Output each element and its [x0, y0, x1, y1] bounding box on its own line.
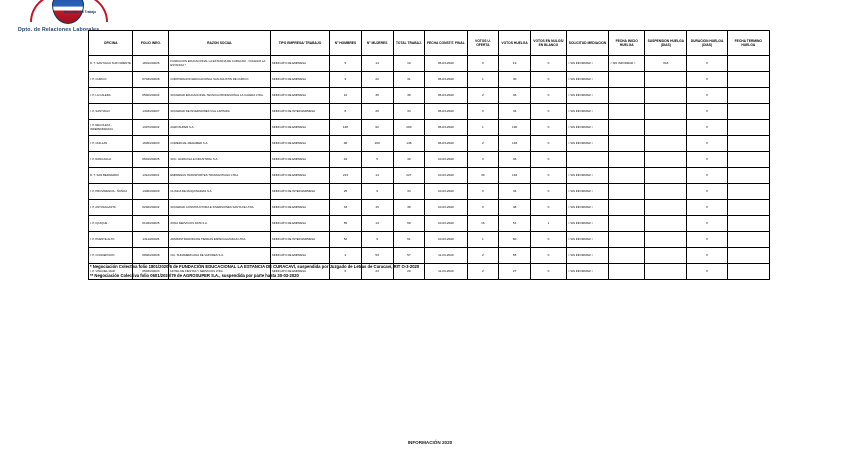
- cell-suspension-huelga: [645, 88, 687, 104]
- table-row: [89, 184, 770, 200]
- column-header-folio: FOLIO INEG.: [133, 31, 169, 56]
- cell-suspension-huelga: [645, 152, 687, 168]
- cell-fecha-termino-huelga: [727, 120, 769, 136]
- cell-total: 34: [393, 104, 425, 120]
- cell-mujeres: 26: [361, 104, 393, 120]
- cell-mujeres: 9: [361, 232, 393, 248]
- cell-solicitud-mediacion: < SIN INFORMAR >: [566, 104, 608, 120]
- cell-votos-huelga: 34: [499, 184, 531, 200]
- cell-folio: 0103/2020/5: [133, 216, 169, 232]
- cell-fecha-constitucion: 05-03-2020: [425, 72, 467, 88]
- cell-razon-social: FUNDACION EDUCACIONAL LA ESTANCIA DE CURACAVI - COLEGIO LA ESTANCIA *: [169, 56, 271, 72]
- cell-total: 200: [393, 120, 425, 136]
- cell-fecha-constitucion: 10-03-2020: [425, 168, 467, 184]
- cell-solicitud-mediacion: < SIN INFORMAR >: [566, 184, 608, 200]
- cell-fecha-inicio-huelga: [609, 88, 645, 104]
- cell-fecha-constitucion: 06-03-2020: [425, 136, 467, 152]
- cell-hombres: 4: [330, 248, 362, 264]
- cell-folio: 1307/2020/2: [133, 120, 169, 136]
- cell-duracion-huelga: 0: [687, 200, 727, 216]
- cell-solicitud-mediacion: < SIN INFORMAR >: [566, 200, 608, 216]
- cell-hombres: 8: [330, 104, 362, 120]
- cell-mujeres: 62: [361, 120, 393, 136]
- cell-folio: 0503/2020/3: [133, 264, 169, 280]
- department-label: Dpto. de Relaciones Laborales: [18, 27, 100, 33]
- cell-folio: 0703/2020/8: [133, 72, 169, 88]
- cell-duracion-huelga: 0: [687, 104, 727, 120]
- cell-tipo-empresa: SINDICATO DE INTER EMPRESA: [270, 104, 329, 120]
- cell-votos-huelga: 60: [499, 232, 531, 248]
- cell-fecha-constitucion: 05-03-2020: [425, 56, 467, 72]
- cell-oficina: I. P. IQUIQUE: [89, 216, 133, 232]
- cell-oficina: I. P. PUENTE ALTO: [89, 232, 133, 248]
- table-row: [89, 232, 770, 248]
- cell-folio: 1312/2020/1: [133, 168, 169, 184]
- cell-fecha-inicio-huelga: [609, 120, 645, 136]
- cell-votos-ultima-oferta: 2: [467, 88, 499, 104]
- cell-oficina: D. T. SANTIAGO SUR ORIENTE: [89, 56, 133, 72]
- cell-suspension-huelga: [645, 120, 687, 136]
- cell-solicitud-mediacion: < SIN INFORMAR >: [566, 56, 608, 72]
- cell-votos-ultima-oferta: 2: [467, 264, 499, 280]
- cell-razon-social: SOC. AGRICOLA E INDUSTRIAL S.A.: [169, 152, 271, 168]
- cell-fecha-termino-huelga: [727, 136, 769, 152]
- cell-votos-ultima-oferta: 0: [467, 200, 499, 216]
- cell-tipo-empresa: SINDICATO DE INTER EMPRESA: [270, 232, 329, 248]
- cell-hombres: 44: [330, 152, 362, 168]
- column-header-votos-nulos: VOTOS EN NULOS/ EN BLANCO: [530, 31, 566, 56]
- cell-fecha-constitucion: 10-03-2020: [425, 184, 467, 200]
- cell-suspension-huelga: [645, 232, 687, 248]
- cell-votos-ultima-oferta: 2: [467, 136, 499, 152]
- cell-votos-nulos: 0: [530, 184, 566, 200]
- cell-mujeres: 22: [361, 72, 393, 88]
- column-header-duracion-huelga: DURACION HUELGA (DIAS): [687, 31, 727, 56]
- cell-votos-nulos: 0: [530, 168, 566, 184]
- cell-votos-ultima-oferta: 1: [467, 72, 499, 88]
- cell-votos-huelga: 55: [499, 248, 531, 264]
- cell-hombres: 6: [330, 264, 362, 280]
- cell-votos-ultima-oferta: 0: [467, 104, 499, 120]
- cell-fecha-inicio-huelga: [609, 232, 645, 248]
- cell-suspension-huelga: [645, 168, 687, 184]
- column-header-votos-ultima-oferta: VOTOS U. OFERTA: [467, 31, 499, 56]
- cell-fecha-constitucion: 10-03-2020: [425, 152, 467, 168]
- cell-folio: 1801/2020/6: [133, 56, 169, 72]
- cell-folio: 1605/2020/3: [133, 136, 169, 152]
- cell-tipo-empresa: SINDICATO DE EMPRESA: [270, 120, 329, 136]
- cell-total: 31: [393, 72, 425, 88]
- cell-votos-huelga: 46: [499, 152, 531, 168]
- cell-fecha-inicio-huelga: [609, 168, 645, 184]
- cell-total: 148: [393, 136, 425, 152]
- cell-total: 57: [393, 248, 425, 264]
- column-header-razon-social: RAZON SOCIAL: [169, 31, 271, 56]
- cell-tipo-empresa: SINDICATO DE EMPRESA: [270, 152, 329, 168]
- cell-votos-ultima-oferta: 2: [467, 248, 499, 264]
- cell-votos-ultima-oferta: 1: [467, 232, 499, 248]
- table-body: [89, 56, 770, 280]
- cell-razon-social: CORPORACION EDUCACIONAL SAN AGUSTIN DE CURICO: [169, 72, 271, 88]
- dt-logo: [22, 0, 114, 26]
- cell-suspension-huelga: [645, 136, 687, 152]
- cell-votos-nulos: 0: [530, 56, 566, 72]
- cell-votos-nulos: 0: [530, 264, 566, 280]
- cell-votos-huelga: 51: [499, 216, 531, 232]
- cell-hombres: 52: [330, 232, 362, 248]
- cell-oficina: I. P. SANTIAGO: [89, 104, 133, 120]
- cell-suspension-huelga: [645, 200, 687, 216]
- cell-fecha-termino-huelga: [727, 72, 769, 88]
- cell-tipo-empresa: SINDICATO DE EMPRESA: [270, 216, 329, 232]
- cell-fecha-termino-huelga: [727, 184, 769, 200]
- cell-votos-nulos: 0: [530, 248, 566, 264]
- cell-fecha-inicio-huelga: [609, 200, 645, 216]
- strike-records-table-wrapper: [88, 30, 770, 280]
- cell-votos-nulos: 1: [530, 216, 566, 232]
- cell-duracion-huelga: 0: [687, 56, 727, 72]
- cell-hombres: 138: [330, 120, 362, 136]
- cell-solicitud-mediacion: < SIN INFORMAR >: [566, 136, 608, 152]
- cell-duracion-huelga: 0: [687, 72, 727, 88]
- column-header-mujeres: N° MUJERES: [361, 31, 393, 56]
- cell-fecha-constitucion: 11-03-2020: [425, 248, 467, 264]
- cell-tipo-empresa: SINDICATO DE EMPRESA: [270, 168, 329, 184]
- cell-votos-nulos: 0: [530, 232, 566, 248]
- cell-hombres: 48: [330, 136, 362, 152]
- cell-votos-huelga: 48: [499, 200, 531, 216]
- cell-duracion-huelga: 0: [687, 216, 727, 232]
- cell-solicitud-mediacion: < SIN INFORMAR >: [566, 264, 608, 280]
- cell-duracion-huelga: 0: [687, 88, 727, 104]
- cell-votos-ultima-oferta: 0: [467, 56, 499, 72]
- cell-mujeres: 15: [361, 200, 393, 216]
- cell-votos-nulos: 0: [530, 104, 566, 120]
- cell-fecha-termino-huelga: [727, 216, 769, 232]
- cell-suspension-huelga: [645, 216, 687, 232]
- cell-votos-nulos: 0: [530, 136, 566, 152]
- cell-hombres: 12: [330, 88, 362, 104]
- cell-mujeres: 14: [361, 56, 393, 72]
- cell-fecha-termino-huelga: [727, 168, 769, 184]
- cell-total: 34: [393, 184, 425, 200]
- footnote-1: * Negociación Colectiva folio 1801/2020/6 de FUNDACIÓN EDUCACIONAL LA ESTANCIA DE CURACAVÍ, suspendida por Juzgado de Letras de Curacaví, RIT O-3-2020: [90, 264, 420, 269]
- cell-razon-social: AGROSUPER S.A.: [169, 120, 271, 136]
- cell-tipo-empresa: SINDICATO DE EMPRESA: [270, 248, 329, 264]
- cell-duracion-huelga: 0: [687, 248, 727, 264]
- cell-votos-ultima-oferta: 1: [467, 120, 499, 136]
- cell-solicitud-mediacion: [566, 152, 608, 168]
- column-header-votos-huelga: VOTOS HUELGA: [499, 31, 531, 56]
- cell-suspension-huelga: [645, 184, 687, 200]
- table-row: [89, 56, 770, 72]
- cell-fecha-inicio-huelga: < SIN INFORMAR >: [609, 56, 645, 72]
- cell-duracion-huelga: 0: [687, 152, 727, 168]
- cell-fecha-constitucion: 10-03-2020: [425, 232, 467, 248]
- column-header-solicitud-mediacion: SOLICITUD MEDIACION: [566, 31, 608, 56]
- cell-fecha-termino-huelga: [727, 200, 769, 216]
- cell-oficina: I. P. CHILLAN: [89, 136, 133, 152]
- cell-total: 19: [393, 56, 425, 72]
- column-header-hombres: N° HOMBRES: [330, 31, 362, 56]
- cell-razon-social: SOCIEDAD DE INVERSIONES VIAL LIMITADA: [169, 104, 271, 120]
- cell-razon-social: ZONA SERVICIOS DATA S.A.: [169, 216, 271, 232]
- cell-razon-social: CIA. SUDAMERICANA DE VAPORES S.A.: [169, 248, 271, 264]
- cell-fecha-termino-huelga: [727, 104, 769, 120]
- cell-fecha-constitucion: 05-03-2020: [425, 120, 467, 136]
- cell-votos-huelga: 146: [499, 136, 531, 152]
- cell-oficina: I. P. RECOLETA - INDEPENDENCIA: [89, 120, 133, 136]
- cell-fecha-constitucion: 10-03-2020: [425, 216, 467, 232]
- cell-hombres: 33: [330, 200, 362, 216]
- cell-razon-social: SOCIEDAD EDUCACIONAL TECNICA PROFESIONAL LA CALERA LTDA.: [169, 88, 271, 104]
- cell-fecha-termino-huelga: [727, 56, 769, 72]
- cell-oficina: I. P. CONCEPCION: [89, 248, 133, 264]
- cell-mujeres: 100: [361, 136, 393, 152]
- strike-records-table: [88, 30, 770, 280]
- cell-duracion-huelga: 0: [687, 264, 727, 280]
- cell-razon-social: SOCIEDAD CONSTRUCTORA E INVERSIONES SANTA FE LTDA.: [169, 200, 271, 216]
- cell-fecha-inicio-huelga: [609, 72, 645, 88]
- cell-total: 48: [393, 200, 425, 216]
- cell-votos-ultima-oferta: 0: [467, 184, 499, 200]
- cell-mujeres: 36: [361, 88, 393, 104]
- cell-duracion-huelga: 0: [687, 168, 727, 184]
- cell-hombres: 55: [330, 216, 362, 232]
- cell-oficina: I. P. RANCAGUA: [89, 152, 133, 168]
- table-row: [89, 120, 770, 136]
- table-header-row: [89, 31, 770, 56]
- cell-solicitud-mediacion: < SIN INFORMAR >: [566, 168, 608, 184]
- cell-fecha-termino-huelga: [727, 152, 769, 168]
- cell-votos-ultima-oferta: 30: [467, 168, 499, 184]
- cell-mujeres: 5: [361, 152, 393, 168]
- cell-fecha-constitucion: 10-03-2020: [425, 200, 467, 216]
- table-row: [89, 168, 770, 184]
- cell-votos-ultima-oferta: 3: [467, 152, 499, 168]
- cell-fecha-inicio-huelga: [609, 216, 645, 232]
- column-header-fecha-termino-huelga: FECHA TERMINO HUELGA: [727, 31, 769, 56]
- cell-hombres: 213: [330, 168, 362, 184]
- cell-votos-huelga: 190: [499, 120, 531, 136]
- cell-razon-social: CLINICA DE MAQUINARIAS S.A.: [169, 184, 271, 200]
- cell-votos-huelga: 194: [499, 168, 531, 184]
- cell-tipo-empresa: SINDICATO DE EMPRESA: [270, 88, 329, 104]
- cell-folio: 0202/2020/2: [133, 200, 169, 216]
- column-header-oficina: OFICINA: [89, 31, 133, 56]
- cell-total: 61: [393, 232, 425, 248]
- cell-fecha-constitucion: 11-03-2020: [425, 264, 467, 280]
- cell-oficina: I. P. ANTOFAGASTA: [89, 200, 133, 216]
- cell-votos-huelga: 27: [499, 264, 531, 280]
- cell-tipo-empresa: SINDICATO DE EMPRESA: [270, 56, 329, 72]
- cell-solicitud-mediacion: < SIN INFORMAR >: [566, 88, 608, 104]
- cell-oficina: I. P. LA CALERA: [89, 88, 133, 104]
- cell-folio: 1306/2020/9: [133, 184, 169, 200]
- cell-total: 29: [393, 264, 425, 280]
- cell-mujeres: 13: [361, 216, 393, 232]
- cell-solicitud-mediacion: < SIN INFORMAR >: [566, 216, 608, 232]
- cell-razon-social: EMPRESAS TRANSPORTES TRANSANTIAGO LTDA.: [169, 168, 271, 184]
- cell-duracion-huelga: 0: [687, 184, 727, 200]
- footnote-2: ** Negociación Colectiva folio 0601/2020/79 de AGROSUPER S.A., suspendida por parte hasta 30-03-2020: [90, 273, 299, 278]
- cell-fecha-inicio-huelga: [609, 184, 645, 200]
- cell-oficina: I. P. CURICO: [89, 72, 133, 88]
- cell-mujeres: 14: [361, 168, 393, 184]
- cell-tipo-empresa: SINDICATO DE INTER EMPRESA: [270, 184, 329, 200]
- cell-total: 49: [393, 152, 425, 168]
- table-row: [89, 136, 770, 152]
- table-row: [89, 104, 770, 120]
- cell-suspension-huelga: [645, 72, 687, 88]
- table-row: [89, 200, 770, 216]
- cell-mujeres: 53: [361, 248, 393, 264]
- cell-votos-nulos: 0: [530, 152, 566, 168]
- cell-tipo-empresa: SINDICATO DE EMPRESA: [270, 200, 329, 216]
- cell-suspension-huelga: 618: [645, 56, 687, 72]
- cell-votos-nulos: 0: [530, 88, 566, 104]
- cell-duracion-huelga: 0: [687, 136, 727, 152]
- table-row: [89, 72, 770, 88]
- cell-folio: 1311/2020/6: [133, 232, 169, 248]
- cell-oficina: I. P. PROVIDENCIA - ÑUÑOA: [89, 184, 133, 200]
- footnotes: [90, 262, 780, 280]
- cell-fecha-inicio-huelga: [609, 152, 645, 168]
- cell-folio: 0502/2020/4: [133, 88, 169, 104]
- cell-total: 227: [393, 168, 425, 184]
- cell-oficina: I. P. VIÑA DEL MAR: [89, 264, 133, 280]
- cell-folio: 0802/2020/8: [133, 248, 169, 264]
- cell-suspension-huelga: [645, 104, 687, 120]
- cell-votos-huelga: 30: [499, 72, 531, 88]
- cell-fecha-constitucion: 05-03-2020: [425, 104, 467, 120]
- cell-duracion-huelga: 0: [687, 120, 727, 136]
- cell-votos-nulos: 0: [530, 200, 566, 216]
- logo-text: Dirección del Trabajo: [63, 10, 97, 14]
- cell-oficina: D. T. SAN BERNARDO: [89, 168, 133, 184]
- cell-hombres: 5: [330, 56, 362, 72]
- cell-razon-social: ADMINISTRADORA DE TIENDAS ESPECIALIZADAS LTDA.: [169, 232, 271, 248]
- page-footer: INFORMACIÓN 2020: [407, 440, 453, 445]
- cell-votos-huelga: 46: [499, 88, 531, 104]
- cell-solicitud-mediacion: < SIN INFORMAR >: [566, 248, 608, 264]
- cell-fecha-termino-huelga: [727, 232, 769, 248]
- table-row: [89, 88, 770, 104]
- cell-razon-social: HOTEL DE FIESTAS Y SERVICIOS LTDA.: [169, 264, 271, 280]
- cell-tipo-empresa: SINDICATO DE EMPRESA: [270, 136, 329, 152]
- cell-folio: 1303/2020/7: [133, 104, 169, 120]
- cell-votos-nulos: 0: [530, 72, 566, 88]
- column-header-fecha-inicio-huelga: FECHA INICIO HUELGA: [609, 31, 645, 56]
- cell-votos-nulos: 0: [530, 120, 566, 136]
- cell-solicitud-mediacion: < SIN INFORMAR >: [566, 72, 608, 88]
- cell-solicitud-mediacion: < SIN INFORMAR >: [566, 232, 608, 248]
- column-header-tipo-empresa: TIPO EMPRESA/ TRABAJO: [270, 31, 329, 56]
- table-row: [89, 216, 770, 232]
- cell-fecha-inicio-huelga: [609, 104, 645, 120]
- cell-hombres: 25: [330, 184, 362, 200]
- cell-fecha-constitucion: 05-03-2020: [425, 88, 467, 104]
- cell-fecha-inicio-huelga: [609, 136, 645, 152]
- cell-votos-ultima-oferta: 16: [467, 216, 499, 232]
- cell-solicitud-mediacion: < SIN INFORMAR >: [566, 120, 608, 136]
- cell-mujeres: 9: [361, 184, 393, 200]
- cell-tipo-empresa: SINDICATO DE EMPRESA: [270, 72, 329, 88]
- column-header-fecha-constitucion: FECHA CONSTIT. FINAL: [425, 31, 467, 56]
- table-row: [89, 152, 770, 168]
- cell-hombres: 9: [330, 72, 362, 88]
- cell-tipo-empresa: SINDICATO DE EMPRESA: [270, 264, 329, 280]
- cell-total: 48: [393, 88, 425, 104]
- column-header-total: TOTAL TRABAJ.: [393, 31, 425, 56]
- cell-mujeres: 23: [361, 264, 393, 280]
- cell-fecha-termino-huelga: [727, 88, 769, 104]
- cell-total: 68: [393, 216, 425, 232]
- cell-razon-social: COMERCIAL MEGAMED S.A.: [169, 136, 271, 152]
- cell-votos-huelga: 19: [499, 56, 531, 72]
- cell-folio: 0601/2020/5: [133, 152, 169, 168]
- cell-duracion-huelga: 0: [687, 232, 727, 248]
- column-header-suspension-huelga: SUSPENSION HUELGA (DIAS): [645, 31, 687, 56]
- cell-votos-huelga: 34: [499, 104, 531, 120]
